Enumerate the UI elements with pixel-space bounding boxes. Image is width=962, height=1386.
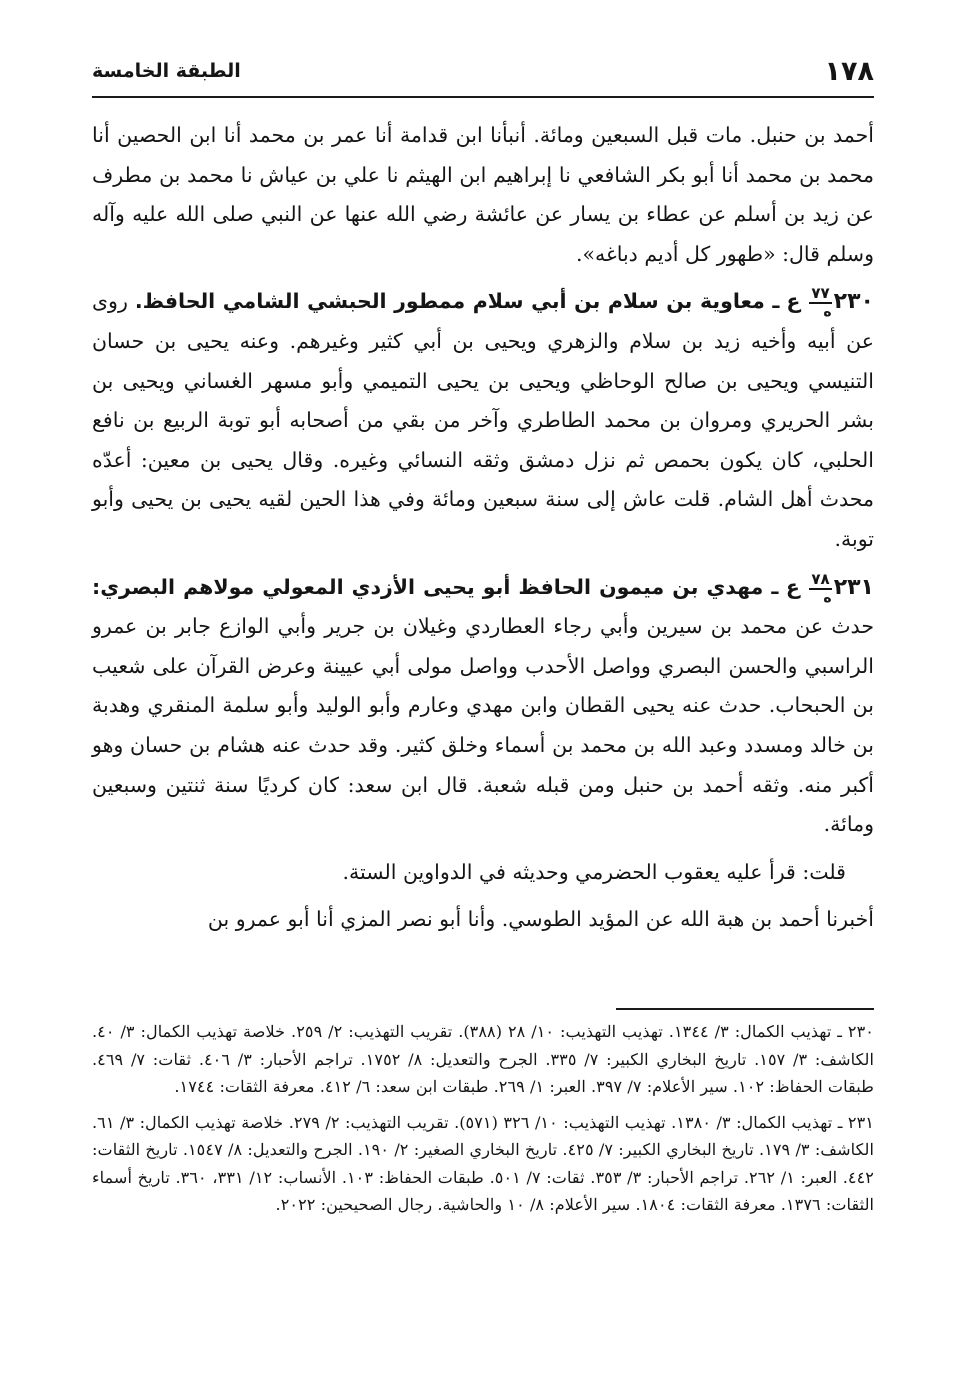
entry-231 — [92, 568, 874, 845]
page-header — [92, 50, 874, 92]
entry-231-fraction — [809, 569, 832, 606]
entry-230-siglum: ع — [786, 289, 801, 314]
paragraph-akhbarana: أخبرنا أحمد بن هبة الله عن المؤيد الطوسي. وأنا أبو نصر المزي أنا أبو عمرو بن — [207, 907, 874, 932]
entry-230-fraction-denominator: ه — [823, 304, 832, 321]
entry-231-siglum: ع — [785, 574, 800, 599]
page-number: ١٧٨ — [824, 55, 874, 87]
main-text — [92, 116, 874, 940]
entry-231-number: ٢٣١ — [833, 574, 874, 600]
paragraph-qultu: قلت: قرأ عليه يعقوب الحضرمي وحديثه في الدواوين الستة. — [342, 859, 846, 884]
entry-230-number: ٢٣٠ — [833, 289, 874, 315]
footnote-231: ٢٣١ ـ تهذيب الكمال: ٣/ ١٣٨٠. تهذيب التهذيب: ١٠/ ٣٢٦ (٥٧١). تقريب التهذيب: ٢/ ٢٧٩. خلاصة تهذيب الكمال: ٣/ ٦١. الكاشف: ٣/ ١٧٩. تاريخ البخاري الكبير: ٧/ ٤٢٥. تاريخ البخاري الصغير: ٢/ ١٩٠. الجرح والتعديل: ٨/ ١٥٤٧. تاريخ الثقات: ٤٤٢. العبر: ١/ ٢٦٢. تراجم الأحبار: ٣/ ٣٥٣. ثقات: ٧/ ٥٠١. طبقات الحفاظ: ١٠٣. الأنساب: ١٢/ ٣٣١، ٣٦٠. تاريخ أسماء الثقات: ١٣٧٦. معرفة الثقات: ١٨٠٤. سير الأعلام: ٨/ ١٠ والحاشية. رجال الصحيحين: ٢٠٢٢. — [92, 1112, 874, 1214]
entry-231-fraction-numerator: ٧٨ — [811, 569, 830, 588]
footnotes — [92, 1018, 874, 1227]
entry-231-text: حدث عن محمد بن سيرين وأبي رجاء العطاردي وغيلان بن جرير وأبي الوازع جابر بن عمرو الراسبي والحسن البصري وواصل الأحدب وواصل مولى أبي عيينة وعرض القرآن على شعيب بن الحبحاب. حدث عنه يحيى القطان وابن مهدي وعارم وأبو الوليد وأبو سلمة المنقري وهدبة بن خالد ومسدد وعبد الله بن محمد بن أسماء وخلق كثير. وقد حدث عنه هشام بن حسان وهو أكبر منه. وثقه أحمد بن حنبل ومن قبله شعبة. قال ابن سعد: كان كرديًا سنة ثنتين وسبعين ومائة. — [92, 614, 874, 837]
entry-230-text: روى عن أبيه وأخيه زيد بن سلام والزهري ويحيى بن أبي كثير وغيرهم. وعنه يحيى بن حسان التنيسي ويحيى بن صالح الوحاظي ويحيى بن يحيى التميمي وأبو مسهر الغساني ويحيى بن بشر الحريري ومروان بن محمد الطاطري وآخر من بقي من أصحابه أبو توبة الربيع بن نافع الحلبي، كان يكون بحمص ثم نزل دمشق وثقه النسائي وغيره. وقال يحيى بن معين: أعدّه محدث أهل الشام. قلت عاش إلى سنة سبعين ومائة وفي هذا الحين لقيه يحيى بن يحيى وأبو توبة. — [92, 289, 874, 551]
entry-230-fraction — [809, 286, 831, 319]
entry-231-fraction-denominator: ه — [823, 589, 832, 606]
entry-230-heading: ـ معاوية بن سلام بن أبي سلام ممطور الحبشي الشامي الحافظ. — [134, 289, 780, 314]
paragraph-continuation: أحمد بن حنبل. مات قبل السبعين ومائة. أنبأنا ابن قدامة أنا عمر بن محمد أنا ابن الحصين أنا محمد بن محمد أنا أبو بكر الشافعي نا إبراهيم ابن الهيثم نا علي بن عياش نا محمد بن مطرف عن زيد بن أسلم عن عطاء بن يسار عن عائشة رضي الله عنها عن النبي صلى الله عليه وآله وسلم قال: «طهور كل أديم دباغه». — [92, 123, 874, 266]
entry-230 — [92, 282, 874, 559]
header-rule — [92, 96, 874, 98]
entry-231-heading: ـ مهدي بن ميمون الحافظ أبو يحيى الأزدي المعولي مولاهم البصري: — [92, 574, 779, 599]
entry-230-fraction-numerator: ٧٧ — [811, 284, 830, 303]
footnote-230: ٢٣٠ ـ تهذيب الكمال: ٣/ ١٣٤٤. تهذيب التهذيب: ١٠/ ٢٨ (٣٨٨). تقريب التهذيب: ٢/ ٢٥٩. خلاصة تهذيب الكمال: ٣/ ٤٠. الكاشف: ٣/ ١٥٧. تاريخ البخاري الكبير: ٧/ ٣٣٥. الجرح والتعديل: ٨/ ١٧٥٢. تراجم الأحبار: ٣/ ٤٠٦. ثقات: ٧/ ٤٦٩. طبقات الحفاظ: ١٠٢. سير الأعلام: ٧/ ٣٩٧. العبر: ١/ ٢٦٩. طبقات ابن سعد: ٦/ ٤١٢. معرفة الثقات: ١٧٤٤. — [92, 1022, 874, 1096]
footnote-rule — [616, 1008, 874, 1010]
running-title: الطبقة الخامسة — [92, 60, 241, 82]
